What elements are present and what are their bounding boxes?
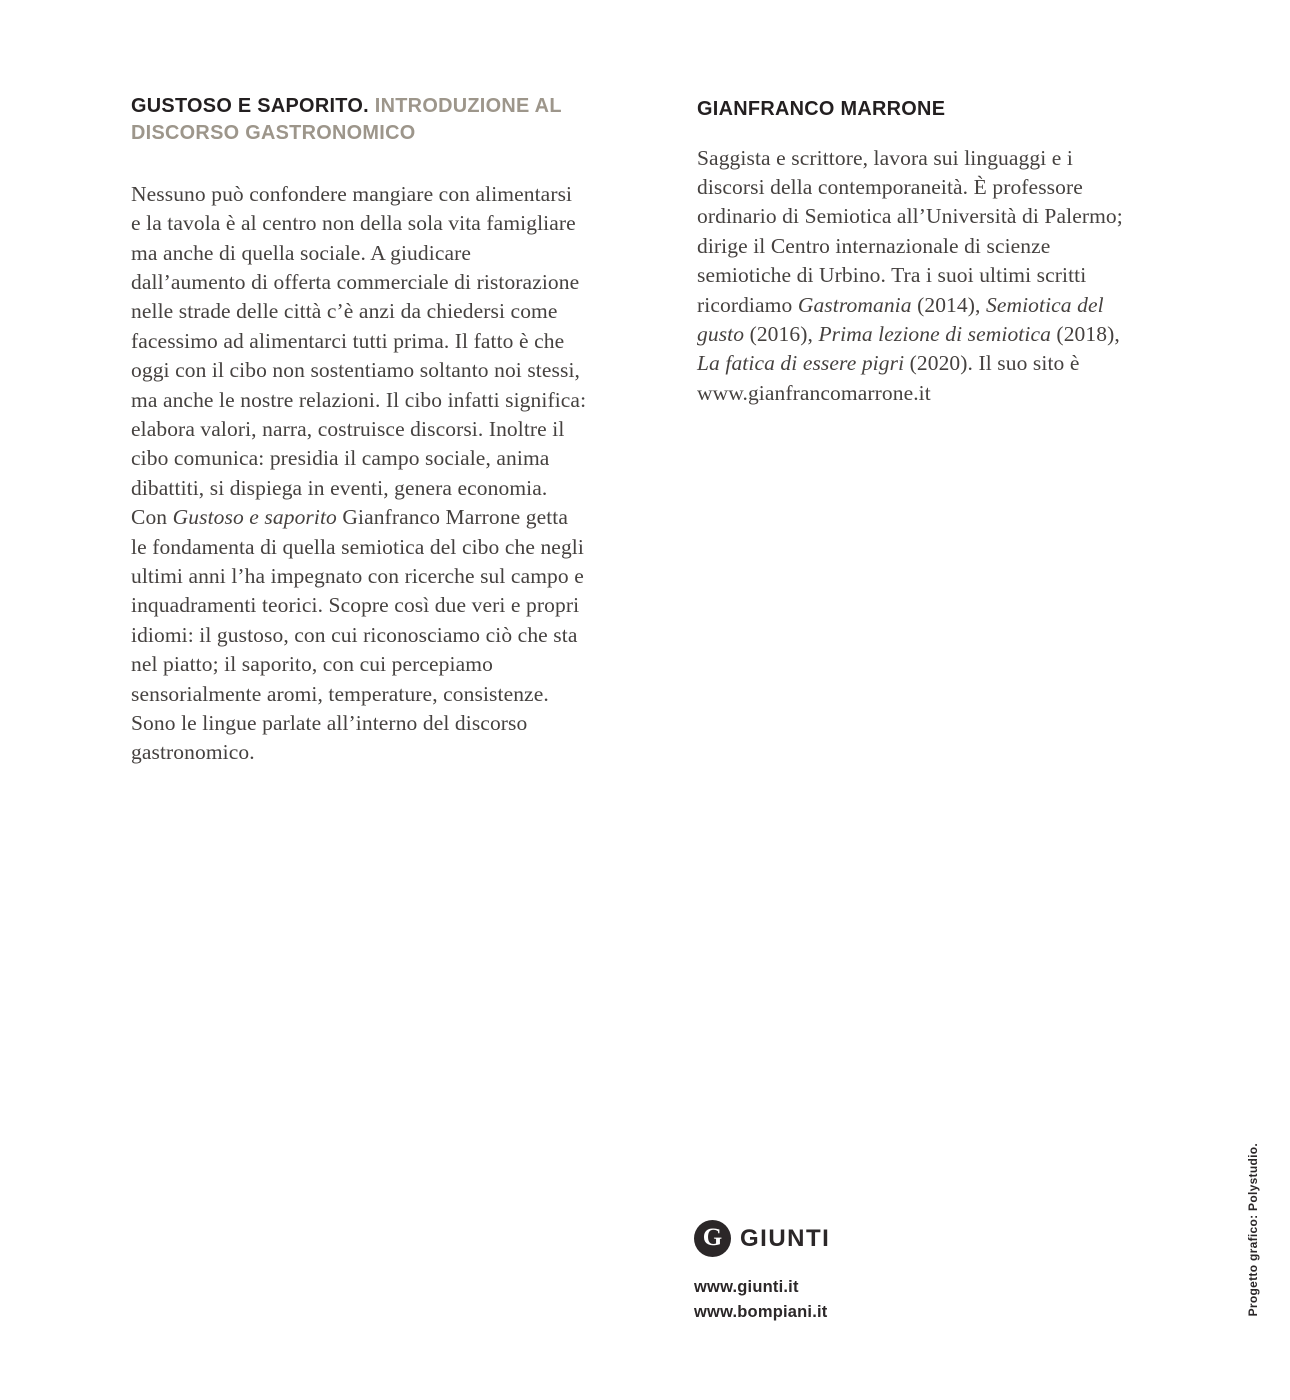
design-credit-vertical-text: Progetto grafico: Polystudio. bbox=[1246, 1142, 1260, 1316]
bio-segment: (2016), bbox=[744, 321, 819, 346]
author-bio-column bbox=[697, 78, 1133, 430]
bio-segment: (2018), bbox=[1050, 321, 1120, 346]
book-title bbox=[131, 92, 573, 146]
author-bio-text bbox=[697, 144, 1133, 409]
bio-work-title-italic: Prima lezione di semiotica bbox=[818, 321, 1051, 346]
publisher-wordmark: GIUNTI bbox=[740, 1224, 831, 1252]
bio-work-title-italic: Gastromania bbox=[797, 292, 912, 317]
book-description-text bbox=[131, 180, 587, 768]
bio-work-title-italic: La fatica di essere pigri bbox=[697, 351, 905, 376]
bio-segment: (2014), bbox=[911, 292, 986, 317]
book-title-main: GUSTOSO E SAPORITO. bbox=[131, 93, 369, 117]
publisher-block bbox=[694, 1220, 830, 1325]
book-title-subtitle: INTRODUZIONE AL DISCORSO GASTRONOMICO bbox=[131, 93, 562, 144]
bio-work-title-italic: Semiotica del gusto bbox=[697, 292, 1104, 346]
bio-segment: (2020). Il suo sito è www.gianfrancomarrone.it bbox=[697, 351, 1080, 405]
giunti-url-link[interactable]: www.giunti.it bbox=[694, 1278, 799, 1296]
author-name-heading: GIANFRANCO MARRONE bbox=[697, 97, 946, 120]
bompiani-url-link[interactable]: www.bompiani.it bbox=[694, 1303, 828, 1321]
description-segment: Gianfranco Marrone getta le fondamenta di quella semiotica del cibo che negli ultimi anni l’ha impegnato con ricerche sul campo e inquadramenti teorici. Scopre così due veri e propri idiomi: il gustoso, con cui riconosciamo ciò che sta nel piatto; il saporito, con cui percepiamo sensorialmente aromi, temperature, consistenze. Sono le lingue parlate all’interno del discorso gastronomico. bbox=[131, 505, 584, 765]
giunti-logo-icon: G bbox=[694, 1220, 731, 1257]
publisher-urls bbox=[694, 1275, 830, 1325]
description-book-title-italic: Gustoso e saporito bbox=[172, 505, 337, 530]
publisher-logo-row bbox=[694, 1220, 830, 1257]
book-description-column bbox=[131, 78, 587, 789]
bio-segment: Saggista e scrittore, lavora sui linguaggi e i discorsi della contemporaneità. È professore ordinario di Semiotica all’Università di Palermo; dirige il Centro internazionale di scienze semiotiche di Urbino. Tra i suoi ultimi scritti ricordiamo bbox=[697, 145, 1123, 317]
description-segment: Nessuno può confondere mangiare con alimentarsi e la tavola è al centro non della sola vita famigliare ma anche di quella sociale. A giudicare dall’aumento di offerta commerciale di ristorazione nelle strade delle città c’è anzi da chiedersi come facessimo ad alimentarci tutti prima. Il fatto è che oggi con il cibo non sostentiamo soltanto noi stessi, ma anche le nostre relazioni. Il cibo infatti significa: elabora valori, narra, costruisce discorsi. Inoltre il cibo comunica: presidia il campo sociale, anima dibattiti, si dispiega in eventi, genera economia. Con bbox=[131, 181, 587, 530]
